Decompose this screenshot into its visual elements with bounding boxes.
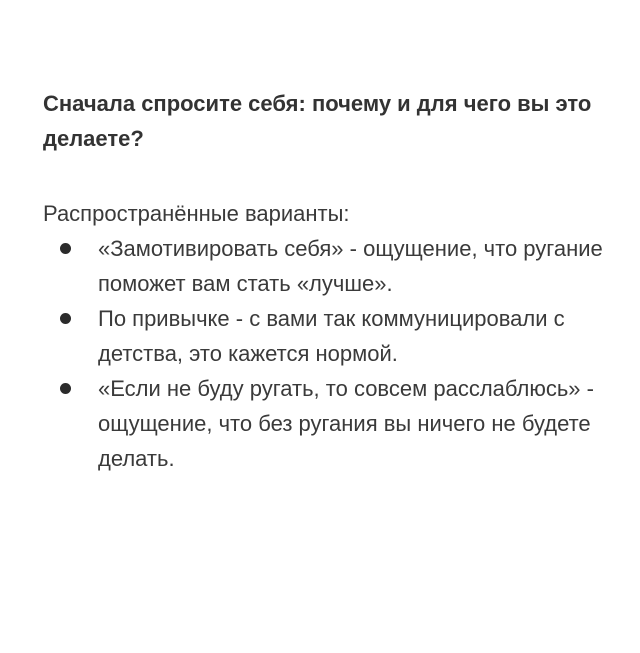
intro-text: Распространённые варианты: [43,201,350,226]
list-item-text: «Замотивировать себя» - ощущение, что ругание поможет вам стать «лучше». [98,236,603,296]
variants-list [43,231,613,476]
list-item-text: «Если не буду ругать, то совсем расслаблюсь» - ощущение, что без ругания вы ничего не будете делать. [98,376,594,471]
bullet-icon [60,383,71,394]
list-item [43,371,613,476]
list-item-text: По привычке - с вами так коммуницировали с детства, это кажется нормой. [98,306,565,366]
list-item [43,231,613,301]
list-item [43,301,613,371]
bullet-icon [60,313,71,324]
post-heading: Сначала спросите себя: почему и для чего вы это делаете? [43,91,592,151]
bullet-icon [60,243,71,254]
